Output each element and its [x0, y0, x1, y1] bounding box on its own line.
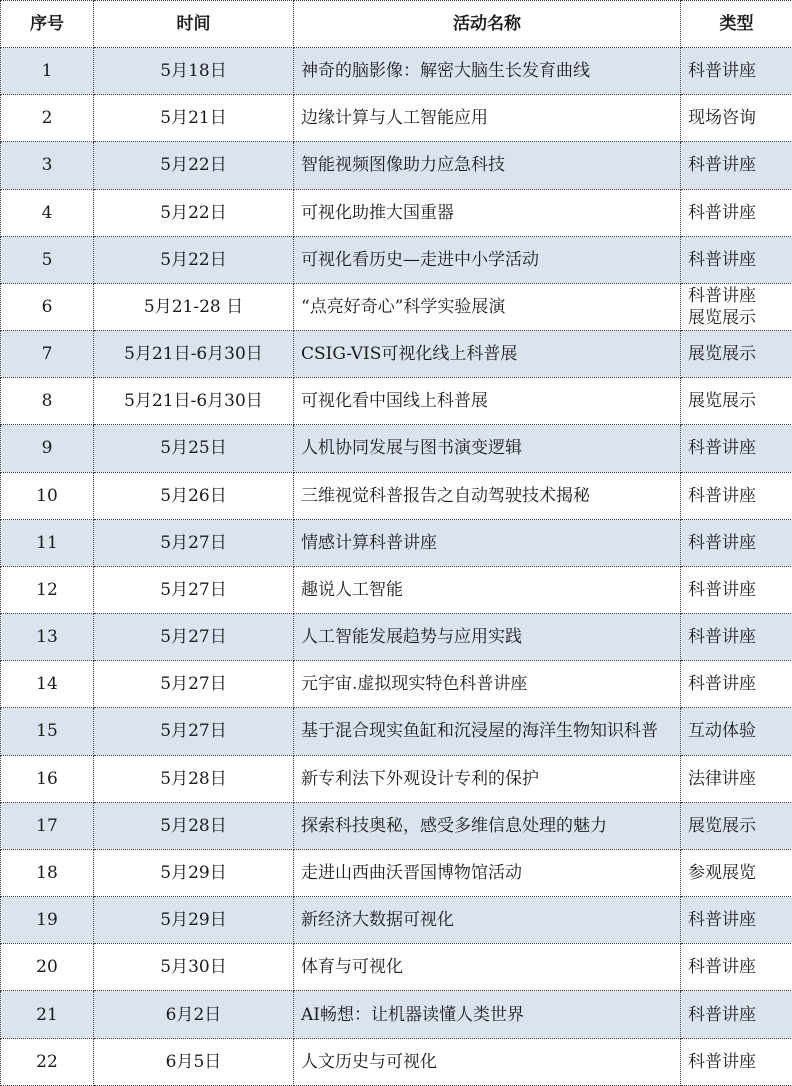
row-date: 5月27日 — [94, 708, 294, 755]
row-date: 5月27日 — [94, 614, 294, 661]
row-type: 展览展示 — [681, 331, 792, 378]
row-type: 展览展示 — [681, 378, 792, 425]
row-type: 科普讲座 — [681, 48, 792, 95]
row-type: 科普讲座 — [681, 236, 792, 283]
row-date: 5月29日 — [94, 897, 294, 944]
row-number: 18 — [1, 849, 94, 896]
row-number: 14 — [1, 661, 94, 708]
table-row — [1, 755, 792, 802]
row-type: 科普讲座 — [681, 566, 792, 613]
row-type: 科普讲座 — [681, 944, 792, 991]
row-activity-name: CSIG-VIS可视化线上科普展 — [294, 331, 681, 378]
table-row — [1, 378, 792, 425]
row-number: 12 — [1, 566, 94, 613]
table-row — [1, 283, 792, 330]
table-row — [1, 897, 792, 944]
row-date: 5月27日 — [94, 566, 294, 613]
header-type: 类型 — [681, 1, 792, 48]
table-row — [1, 849, 792, 896]
row-type: 科普讲座 — [681, 425, 792, 472]
row-activity-name: 体育与可视化 — [294, 944, 681, 991]
row-activity-name: 可视化助推大国重器 — [294, 189, 681, 236]
table-row — [1, 661, 792, 708]
row-activity-name: 基于混合现实鱼缸和沉浸屋的海洋生物知识科普 — [294, 708, 681, 755]
row-type: 参观展览 — [681, 849, 792, 896]
row-activity-name: 可视化看中国线上科普展 — [294, 378, 681, 425]
row-date: 6月2日 — [94, 991, 294, 1038]
row-date: 5月18日 — [94, 48, 294, 95]
table-row — [1, 708, 792, 755]
row-activity-name: 新专利法下外观设计专利的保护 — [294, 755, 681, 802]
table-row — [1, 991, 792, 1038]
row-date: 5月25日 — [94, 425, 294, 472]
row-date: 5月21日-6月30日 — [94, 331, 294, 378]
row-activity-name: 走进山西曲沃晋国博物馆活动 — [294, 849, 681, 896]
row-number: 3 — [1, 142, 94, 189]
row-type: 科普讲座 — [681, 897, 792, 944]
row-number: 4 — [1, 189, 94, 236]
row-number: 9 — [1, 425, 94, 472]
table-row — [1, 331, 792, 378]
row-number: 21 — [1, 991, 94, 1038]
row-number: 10 — [1, 472, 94, 519]
row-number: 6 — [1, 283, 94, 330]
row-number: 13 — [1, 614, 94, 661]
row-date: 5月27日 — [94, 661, 294, 708]
row-number: 1 — [1, 48, 94, 95]
table-row — [1, 519, 792, 566]
row-date: 5月21日 — [94, 95, 294, 142]
row-number: 7 — [1, 331, 94, 378]
row-number: 5 — [1, 236, 94, 283]
header-no: 序号 — [1, 1, 94, 48]
row-activity-name: AI畅想：让机器读懂人类世界 — [294, 991, 681, 1038]
row-type: 科普讲座 — [681, 991, 792, 1038]
table-row — [1, 802, 792, 849]
row-type: 科普讲座 — [681, 519, 792, 566]
row-date: 6月5日 — [94, 1038, 294, 1085]
table-row — [1, 614, 792, 661]
row-activity-name: 人文历史与可视化 — [294, 1038, 681, 1085]
row-date: 5月21-28 日 — [94, 283, 294, 330]
table-row — [1, 944, 792, 991]
row-number: 15 — [1, 708, 94, 755]
row-activity-name: 智能视频图像助力应急科技 — [294, 142, 681, 189]
row-number: 22 — [1, 1038, 94, 1085]
row-type: 法律讲座 — [681, 755, 792, 802]
header-date: 时间 — [94, 1, 294, 48]
header-row — [1, 1, 792, 48]
row-date: 5月22日 — [94, 189, 294, 236]
row-activity-name: 情感计算科普讲座 — [294, 519, 681, 566]
row-date: 5月22日 — [94, 142, 294, 189]
row-date: 5月29日 — [94, 849, 294, 896]
row-date: 5月26日 — [94, 472, 294, 519]
row-number: 16 — [1, 755, 94, 802]
row-number: 19 — [1, 897, 94, 944]
table-row — [1, 142, 792, 189]
table-row — [1, 1038, 792, 1085]
row-date: 5月27日 — [94, 519, 294, 566]
row-number: 8 — [1, 378, 94, 425]
table-body — [1, 48, 792, 1086]
row-number: 20 — [1, 944, 94, 991]
row-activity-name: 边缘计算与人工智能应用 — [294, 95, 681, 142]
header-name: 活动名称 — [294, 1, 681, 48]
row-activity-name: 人机协同发展与图书演变逻辑 — [294, 425, 681, 472]
table-row — [1, 236, 792, 283]
row-number: 17 — [1, 802, 94, 849]
row-type: 互动体验 — [681, 708, 792, 755]
table-row — [1, 566, 792, 613]
row-activity-name: 三维视觉科普报告之自动驾驶技术揭秘 — [294, 472, 681, 519]
table-row — [1, 425, 792, 472]
row-type: 科普讲座 — [681, 1038, 792, 1085]
row-type: 科普讲座 — [681, 189, 792, 236]
row-date: 5月30日 — [94, 944, 294, 991]
row-activity-name: 可视化看历史—走进中小学活动 — [294, 236, 681, 283]
table-row — [1, 472, 792, 519]
row-activity-name: 新经济大数据可视化 — [294, 897, 681, 944]
row-date: 5月21日-6月30日 — [94, 378, 294, 425]
row-activity-name: 趣说人工智能 — [294, 566, 681, 613]
row-number: 11 — [1, 519, 94, 566]
row-type: 科普讲座 — [681, 614, 792, 661]
row-type: 科普讲座 — [681, 472, 792, 519]
table-row — [1, 189, 792, 236]
row-type: 展览展示 — [681, 802, 792, 849]
row-activity-name: 人工智能发展趋势与应用实践 — [294, 614, 681, 661]
table-row — [1, 95, 792, 142]
table-row — [1, 48, 792, 95]
row-activity-name: 元宇宙.虚拟现实特色科普讲座 — [294, 661, 681, 708]
row-date: 5月22日 — [94, 236, 294, 283]
row-type: 现场咨询 — [681, 95, 792, 142]
row-activity-name: 神奇的脑影像：解密大脑生长发育曲线 — [294, 48, 681, 95]
row-number: 2 — [1, 95, 94, 142]
row-type: 科普讲座 展览展示 — [681, 283, 792, 330]
row-activity-name: “点亮好奇心”科学实验展演 — [294, 283, 681, 330]
row-type: 科普讲座 — [681, 142, 792, 189]
row-date: 5月28日 — [94, 802, 294, 849]
row-type: 科普讲座 — [681, 661, 792, 708]
row-date: 5月28日 — [94, 755, 294, 802]
row-activity-name: 探索科技奥秘，感受多维信息处理的魅力 — [294, 802, 681, 849]
